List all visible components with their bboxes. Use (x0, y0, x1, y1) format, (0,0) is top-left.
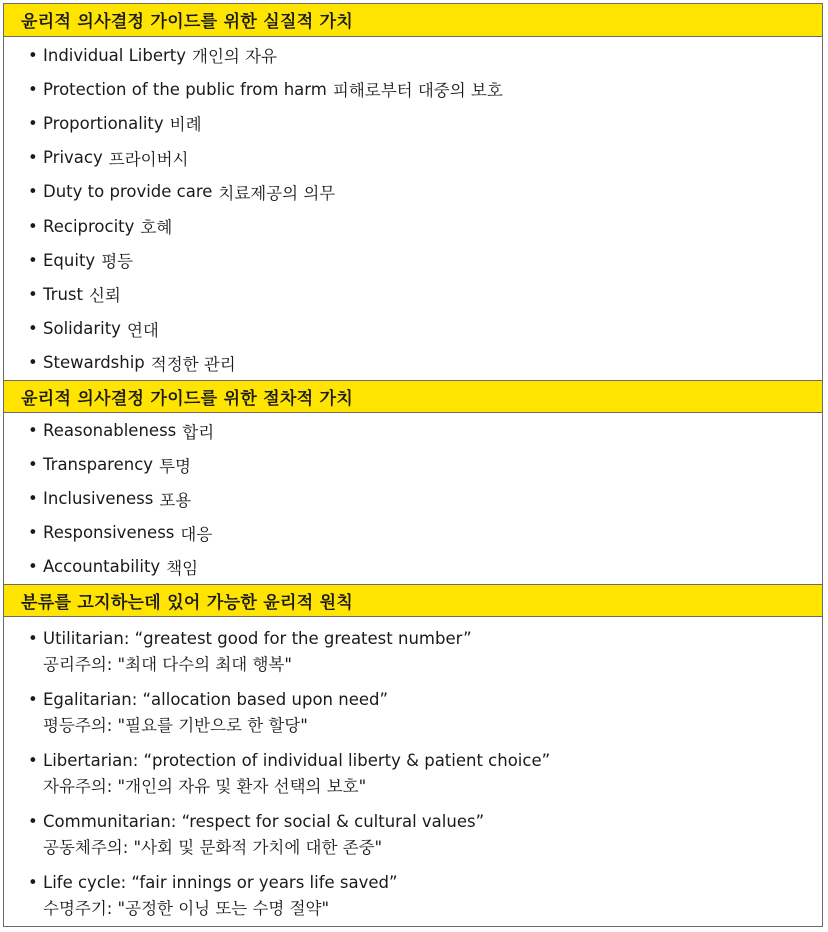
list-item: • Life cycle: “fair innings or years life saved” 수명주기: "공정한 이닝 또는 수명 절약" (28, 872, 398, 918)
substantive-values-list (4, 37, 822, 380)
bullet-icon: • (28, 629, 38, 649)
list-item: • Responsiveness 대응 (28, 523, 213, 544)
list-item: • Individual Liberty 개인의 자유 (28, 45, 277, 67)
section-header-ethical-principles: 분류를 고지하는데 있어 가능한 윤리적 원칙 (4, 584, 822, 617)
procedural-values-list (4, 413, 822, 584)
bullet-icon: • (28, 750, 38, 770)
list-item: • Stewardship 적정한 관리 (28, 353, 236, 374)
list-item: • Solidarity 연대 (28, 319, 159, 340)
bullet-icon: • (28, 113, 38, 133)
list-item: • Equity 평등 (28, 250, 134, 272)
bullet-icon: • (28, 489, 38, 509)
bullet-icon: • (28, 319, 38, 339)
list-item: • Utilitarian: “greatest good for the greatest number” 공리주의: "최대 다수의 최대 행복" (28, 629, 472, 675)
bullet-icon: • (28, 353, 38, 373)
bullet-icon: • (28, 250, 38, 270)
bullet-icon: • (28, 690, 38, 710)
section-header-procedural-values: 윤리적 의사결정 가이드를 위한 절차적 가치 (4, 380, 822, 413)
list-item: • Reasonableness 합리 (28, 421, 215, 442)
list-item: • Communitarian: “respect for social & cultural values” 공동체주의: "사회 및 문화적 가치에 대한 존중" (28, 811, 485, 857)
list-item: • Duty to provide care 치료제공의 의무 (28, 182, 336, 203)
bullet-icon: • (28, 455, 38, 475)
list-item: • Accountability 책임 (28, 557, 199, 578)
bullet-icon: • (28, 557, 38, 577)
bullet-icon: • (28, 284, 38, 304)
bullet-icon: • (28, 148, 38, 168)
bullet-icon: • (28, 216, 38, 236)
bullet-icon: • (28, 872, 38, 892)
bullet-icon: • (28, 523, 38, 543)
bullet-icon: • (28, 811, 38, 831)
bullet-icon: • (28, 421, 38, 441)
list-item: • Transparency 투명 (28, 455, 191, 476)
list-item: • Egalitarian: “allocation based upon need” 평등주의: "필요를 기반으로 한 할당" (28, 690, 389, 736)
values-table (3, 3, 823, 927)
bullet-icon: • (28, 182, 38, 202)
section-header-substantive-values: 윤리적 의사결정 가이드를 위한 실질적 가치 (4, 4, 822, 37)
list-item: • Proportionality 비례 (28, 113, 202, 135)
list-item: • Libertarian: “protection of individual liberty & patient choice” 자유주의: "개인의 자유 및 환자 선택의 보호" (28, 750, 551, 796)
list-item: • Protection of the public from harm 피해로부터 대중의 보호 (28, 79, 503, 101)
list-item: • Reciprocity 호혜 (28, 216, 173, 237)
ethical-principles-list (4, 617, 822, 926)
list-item: • Trust 신뢰 (28, 284, 121, 306)
bullet-icon: • (28, 45, 38, 65)
list-item: • Privacy 프라이버시 (28, 148, 189, 169)
list-item: • Inclusiveness 포용 (28, 489, 192, 510)
bullet-icon: • (28, 79, 38, 99)
